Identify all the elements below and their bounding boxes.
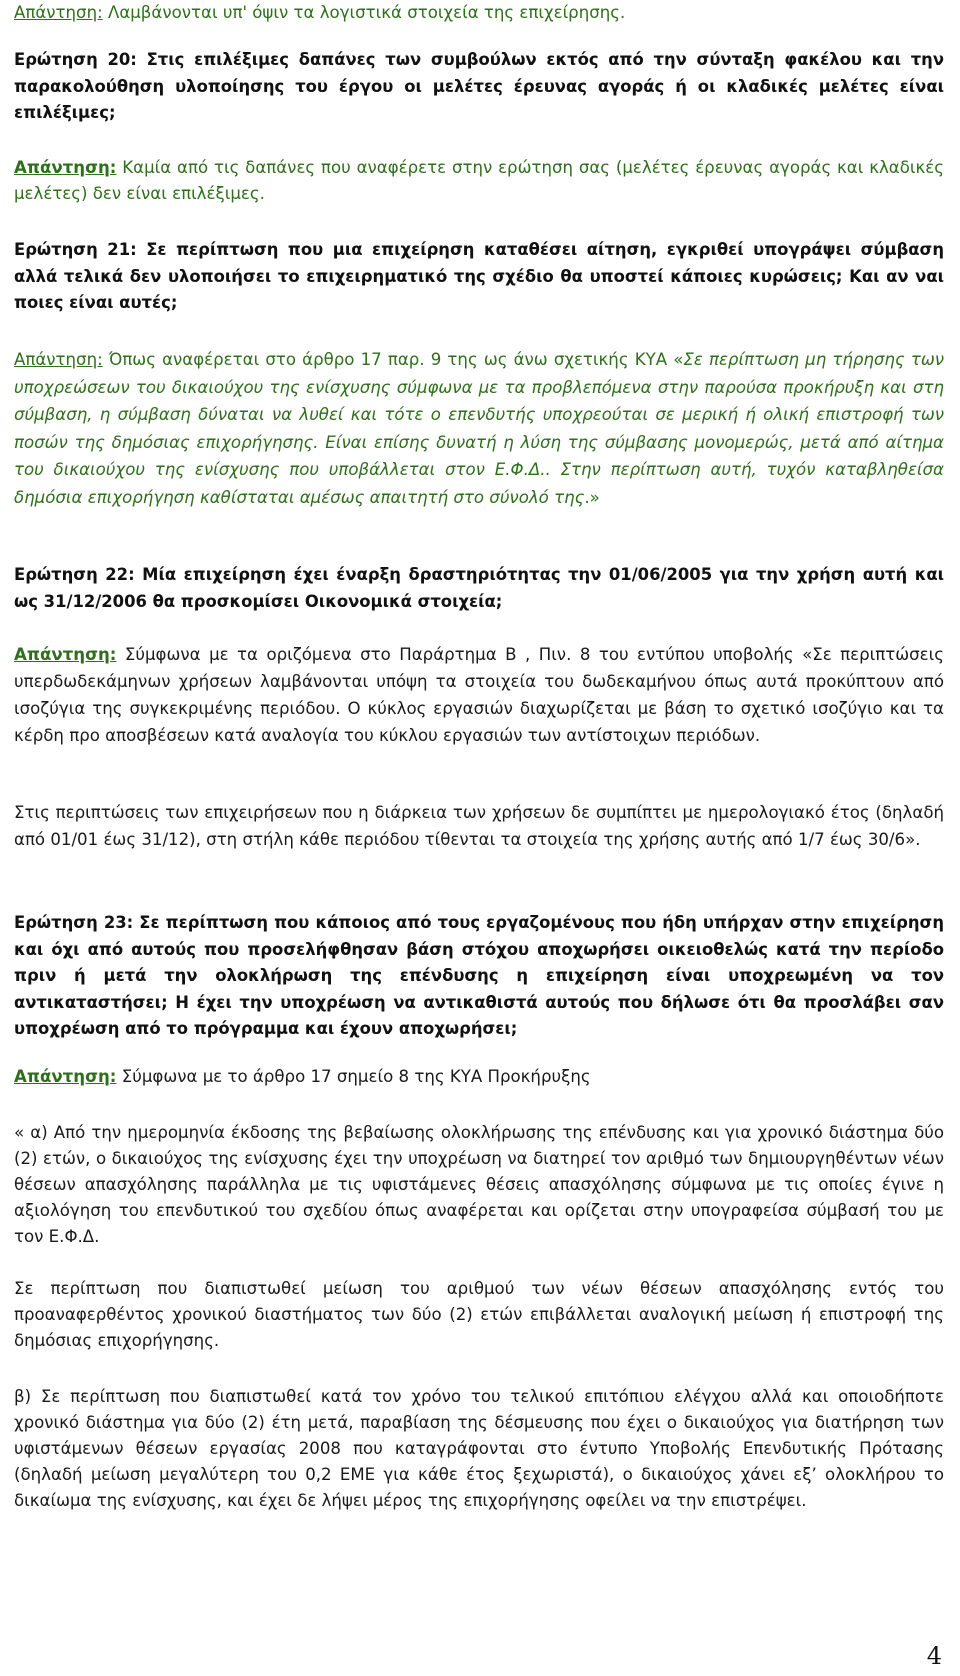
- answer-21-quote: Σε περίπτωση μη τήρησης των υποχρεώσεων του δικαιούχου της ενίσχυσης σύμφωνα με τα προβλεπόμενα στην παρούσα προκήρυξη και στη σύμβαση, η σύμβαση δύναται να λυθεί και τότε ο επενδυτής υποχρεούται σε μερική ή ολική επιστροφή των ποσών της δημόσιας επιχορήγησης. Είναι επίσης δυνατή η λύση της σύμβασης μονομερώς, μετά από αίτημα του δικαιούχου της ενίσχυσης που υποβάλλεται στον Ε.Φ.Δ.. Στην περίπτωση αυτή, τυχόν καταβληθείσα δημόσια επιχορήγηση καθίσταται αμέσως απαιτητή στο σύνολό της: [14, 350, 944, 507]
- answer-22-text: Σύμφωνα με τα οριζόμενα στο Παράρτημα Β , Πιν. 8 του εντύπου υποβολής «Σε περιπτώσεις υπερδωδεκάμηνων χρήσεων λαμβάνονται υπόψη τα στοιχεία του δωδεκαμήνου όπως αυτά προκύπτουν από ισοζύγια της συγκεκριμένης περιόδου. Ο κύκλος εργασιών διαχωρίζεται με βάση το σχετικό ισοζύγιο και τα κέρδη προ αποσβέσεων κατά αναλογία του κύκλου εργασιών των αντίστοιχων περιόδων.: [14, 645, 944, 745]
- answer-20-text: Καμία από τις δαπάνες που αναφέρετε στην ερώτηση σας (μελέτες έρευνας αγοράς και κλαδικές μελέτες) δεν είναι επιλέξιμες.: [14, 158, 944, 203]
- question-23: Ερώτηση 23: Σε περίπτωση που κάποιος από τους εργαζομένους που ήδη υπήρχαν στην επιχείρηση και όχι από αυτούς που προσελήφθησαν βάση στόχου αποχωρήσει οικειοθελώς κατά την περίοδο πριν ή μετά την ολοκλήρωση της επένδυσης η επιχείρηση είναι υποχρεωμένη να τον αντικαταστήσει; Η έχει την υποχρέωση να αντικαθιστά αυτούς που δήλωσε ότι θα προσλάβει σαν υποχρέωση από το πρόγραμμα και έχουν αποχωρήσει;: [14, 913, 944, 1038]
- answer-label: Απάντηση:: [14, 1067, 117, 1086]
- answer-label: Απάντηση:: [14, 158, 117, 177]
- answer-label: Απάντηση:: [14, 645, 117, 664]
- answer-22-paragraph-2: Στις περιπτώσεις των επιχειρήσεων που η διάρκεια των χρήσεων δε συμπίπτει με ημερολογιακό έτος (δηλαδή από 01/01 έως 31/12), στη στήλη κάθε περιόδου τίθενται τα στοιχεία της χρήσης αυτής από 1/7 έως 30/6».: [14, 803, 944, 849]
- answer-21: [14, 346, 944, 511]
- question-22: Ερώτηση 22: Μία επιχείρηση έχει έναρξη δραστηριότητας την 01/06/2005 για την χρήση αυτή και ως 31/12/2006 θα προσκομίσει Οικονομικά στοιχεία;: [14, 565, 944, 611]
- answer-label: Απάντηση:: [14, 350, 103, 369]
- answer-21-intro: Όπως αναφέρεται στο άρθρο 17 παρ. 9 της ως άνω σχετικής ΚΥΑ «: [102, 350, 684, 369]
- answer-23-paragraph-b: β) Σε περίπτωση που διαπιστωθεί κατά τον χρόνο του τελικού επιτόπιου ελέγχου αλλά και οποιοδήποτε χρονικό διάστημα για δύο (2) έτη μετά, παραβίαση της δέσμευσης που έχει ο δικαιούχος για διατήρηση των υφιστάμενων θέσεων εργασίας 2008 που καταγράφονται στο έντυπο Υποβολής Επενδυτικής Πρότασης (δηλαδή μείωση μεγαλύτερη του 0,2 ΕΜΕ για κάθε έτος ξεχωριστά), ο δικαιούχος χάνει εξ’ ολοκλήρου το δικαίωμα της ενίσχυσης, και έχει δε λήψει μέρος της επιχορήγησης οφείλει να την επιστρέψει.: [14, 1387, 944, 1510]
- answer-text: Λαμβάνονται υπ' όψιν τα λογιστικά στοιχεία της επιχείρησης.: [102, 3, 626, 22]
- question-21: Ερώτηση 21: Σε περίπτωση που μια επιχείρηση καταθέσει αίτηση, εγκριθεί υπογράψει σύμβαση αλλά τελικά δεν υλοποιήσει το επιχειρηματικό της σχέδιο θα υποστεί κάποιες κυρώσεις; Και αν ναι ποιες είναι αυτές;: [14, 240, 944, 312]
- answer-23-paragraph-2: Σε περίπτωση που διαπιστωθεί μείωση του αριθμού των νέων θέσεων απασχόλησης εντός του προαναφερθέντος χρονικού διαστήματος των δύο (2) ετών επιβάλλεται αναλογική μείωση ή επιστροφή της δημόσιας επιχορήγησης.: [14, 1279, 944, 1350]
- question-20: Ερώτηση 20: Στις επιλέξιμες δαπάνες των συμβούλων εκτός από την σύνταξη φακέλου και την παρακολούθηση υλοποίησης του έργου οι μελέτες έρευνας αγοράς ή οι κλαδικές μελέτες είναι επιλέξιμες;: [14, 50, 944, 122]
- answer-23-text: Σύμφωνα με το άρθρο 17 σημείο 8 της ΚΥΑ Προκήρυξης: [116, 1067, 591, 1086]
- answer-label: Απάντηση:: [14, 3, 103, 22]
- answer-23: [14, 1064, 944, 1090]
- answer-paragraph-continued: [14, 0, 944, 26]
- answer-23-paragraph-a: « α) Από την ημερομηνία έκδοσης της βεβαίωσης ολοκλήρωσης της επένδυσης και για χρονικό διάστημα δύο (2) ετών, ο δικαιούχος της ενίσχυσης έχει την υποχρέωση να διατηρεί τον αριθμό των δημιουργηθέντων νέων θέσεων απασχόλησης παράλληλα με τις υφιστάμενες θέσεις απασχόλησης σύμφωνα με τις οποίες έγινε η αξιολόγηση του επενδυτικού του σχεδίου όπως αναφέρεται και ορίζεται στην υπογραφείσα σύμβασή του με τον Ε.Φ.Δ.: [14, 1123, 944, 1246]
- page-number: 4: [926, 1642, 942, 1670]
- answer-21-end: .»: [584, 487, 600, 507]
- answer-20: [14, 155, 944, 207]
- answer-22: [14, 641, 944, 749]
